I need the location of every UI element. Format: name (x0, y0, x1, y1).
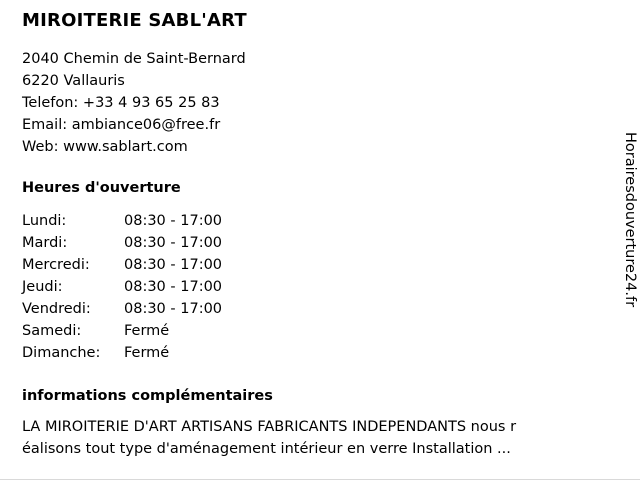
additional-info-line-2: éalisons tout type d'aménagement intérieur en verre Installation ... (22, 441, 511, 457)
site-watermark: Horairesdouverture24.fr (622, 132, 638, 308)
address-line-2: 6220 Vallauris (22, 73, 125, 89)
hours-day-label: Mercredi: (22, 257, 90, 273)
website-line: Web: www.sablart.com (22, 139, 188, 155)
table-row (22, 342, 222, 364)
address-line-1: 2040 Chemin de Saint-Bernard (22, 51, 246, 67)
phone-line: Telefon: +33 4 93 65 25 83 (22, 95, 220, 111)
opening-hours-heading: Heures d'ouverture (22, 180, 181, 196)
table-row (22, 298, 222, 320)
hours-day-label: Mardi: (22, 235, 68, 251)
hours-day-label: Lundi: (22, 213, 67, 229)
hours-time-value: 08:30 - 17:00 (124, 235, 223, 251)
page-title: MIROITERIE SABL'ART (22, 10, 247, 31)
business-card (22, 10, 622, 460)
hours-day-label: Vendredi: (22, 301, 91, 317)
hours-day-label: Samedi: (22, 323, 82, 339)
table-row (22, 276, 222, 298)
table-row (22, 210, 222, 232)
table-row (22, 320, 222, 342)
hours-time-value: 08:30 - 17:00 (124, 213, 223, 229)
hours-time-value: 08:30 - 17:00 (124, 301, 223, 317)
hours-time-value: 08:30 - 17:00 (124, 257, 223, 273)
table-row (22, 232, 222, 254)
hours-time-value: 08:30 - 17:00 (124, 279, 223, 295)
table-row (22, 254, 222, 276)
hours-day-label: Dimanche: (22, 345, 101, 361)
email-line: Email: ambiance06@free.fr (22, 117, 221, 133)
opening-hours-table (22, 210, 222, 364)
hours-time-value: Fermé (124, 323, 170, 339)
additional-info-line-1: LA MIROITERIE D'ART ARTISANS FABRICANTS INDEPENDANTS nous r (22, 419, 517, 435)
hours-time-value: Fermé (124, 345, 170, 361)
hours-day-label: Jeudi: (22, 279, 63, 295)
additional-info-heading: informations complémentaires (22, 388, 273, 404)
